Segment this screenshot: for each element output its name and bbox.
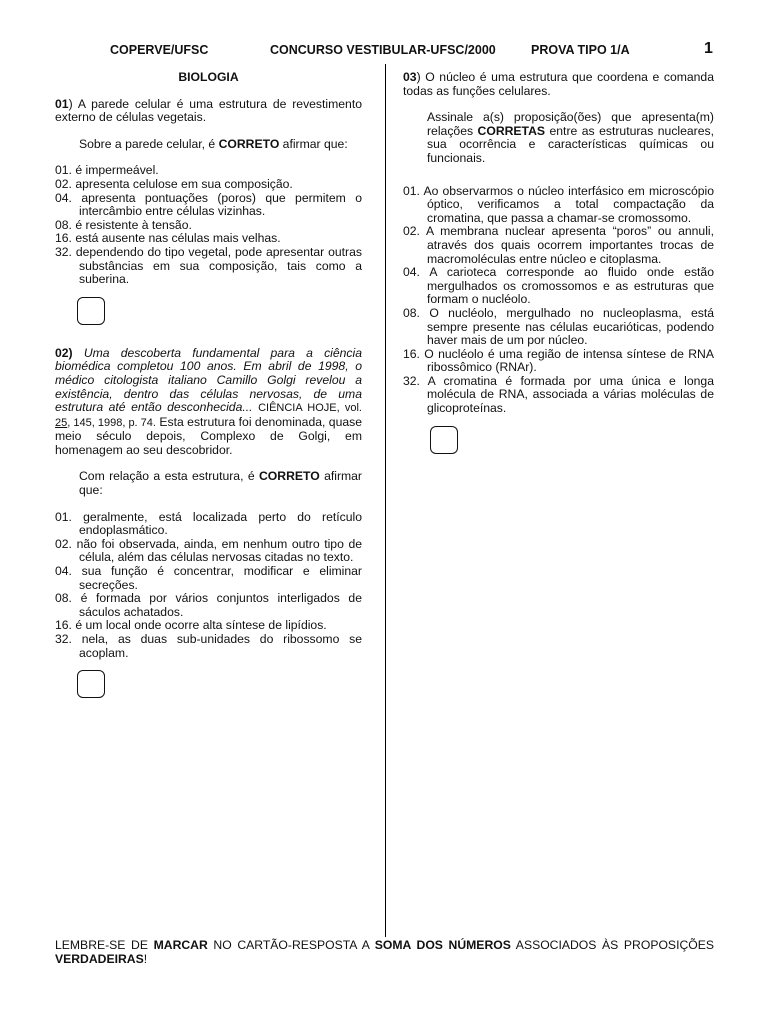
q01-instruction bbox=[55, 138, 362, 152]
q03-number: 03 bbox=[403, 70, 417, 84]
q02-prop-16: 16. é um local onde ocorre alta síntese de lipídios. bbox=[55, 618, 327, 633]
q01-propositions bbox=[55, 164, 362, 286]
question-01 bbox=[55, 98, 362, 325]
header-org: COPERVE/UFSC bbox=[110, 43, 209, 57]
footer-reminder: LEMBRE-SE DE MARCAR NO CARTÃO-RESPOSTA A SOMA DOS NÚMEROS ASSOCIADOS ÀS PROPOSIÇÕES VERDADEIRAS! bbox=[55, 938, 714, 966]
question-03 bbox=[403, 71, 714, 454]
q02-instruction bbox=[55, 470, 362, 497]
header-exam: CONCURSO VESTIBULAR-UFSC/2000 bbox=[270, 43, 496, 57]
q02-rest: Esta estrutura foi denominada, quase meio século depois, Complexo de Golgi, em homenagem ao seu descobridor. bbox=[55, 414, 363, 457]
q03-stem: 03) O núcleo é uma estrutura que coordena e comanda todas as funções celulares. bbox=[403, 70, 714, 98]
q01-prop-01: 01. é impermeável. bbox=[55, 163, 159, 178]
header-type: PROVA TIPO 1/A bbox=[531, 43, 630, 57]
q02-answer-box[interactable] bbox=[77, 670, 105, 698]
q02-number: 02) bbox=[55, 345, 73, 360]
q03-stem-text: O núcleo é uma estrutura que coordena e comanda todas as funções celulares. bbox=[403, 70, 714, 98]
q02-instr-a: Com relação a esta estrutura, é bbox=[79, 469, 259, 484]
q01-instr-b: afirmar que: bbox=[279, 136, 348, 151]
q01-answer-box[interactable] bbox=[77, 297, 105, 325]
q03-prop-01: 01. Ao observarmos o núcleo interfásico em microscópio óptico, verificamos a total compactação da cromatina, que passa a chamar-se cromossomo. bbox=[403, 183, 714, 225]
q01-prop-08: 08. é resistente à tensão. bbox=[55, 217, 192, 232]
q03-prop-02: 02. A membrana nuclear apresenta “poros” ou annuli, através dos quais ocorrem importantes trocas de macromoléculas entre núcleo e citoplasma. bbox=[403, 224, 715, 266]
right-column bbox=[403, 71, 714, 454]
page-number: 1 bbox=[704, 40, 713, 57]
q01-prop-04: 04. apresenta pontuações (poros) que permitem o intercâmbio entre células vizinhas. bbox=[55, 190, 362, 219]
q02-prop-04: 04. sua função é concentrar, modificar e eliminar secreções. bbox=[55, 564, 362, 592]
q03-instruction bbox=[403, 111, 714, 165]
q01-stem: 01) A parede celular é uma estrutura de revestimento externo de células vegetais. bbox=[55, 96, 362, 125]
q02-source: CIÊNCIA HOJE, vol. 25, 145, 1998, p. 74. bbox=[55, 402, 362, 429]
q01-stem-text: A parede celular é uma estrutura de revestimento externo de células vegetais. bbox=[55, 96, 362, 125]
q02-prop-08: 08. é formada por vários conjuntos interligados de sáculos achatados. bbox=[55, 591, 362, 619]
q03-prop-08: 08. O nucléolo, mergulhado no nucleoplasma, está sempre presente nas células eucarióticas, podendo haver mais de um por núcleo. bbox=[403, 305, 714, 348]
q01-prop-16: 16. está ausente nas células mais velhas. bbox=[55, 231, 281, 246]
q01-instr-a: Sobre a parede celular, é bbox=[79, 136, 219, 151]
q01-instr-bold: CORRETO bbox=[218, 136, 280, 151]
left-column bbox=[55, 71, 362, 698]
column-divider bbox=[385, 64, 386, 937]
q02-prop-02: 02. não foi observada, ainda, em nenhum outro tipo de célula, além das células nervosas citadas no texto. bbox=[55, 536, 363, 565]
q02-prop-01: 01. geralmente, está localizada perto do retículo endoplasmático. bbox=[55, 509, 362, 538]
page-header bbox=[0, 42, 768, 62]
q03-instr-b: entre as estruturas nucleares, sua ocorrência e características químicas ou funcionais. bbox=[427, 123, 714, 165]
q03-instr-a: Assinale a(s) proposição(ões) que apresenta(m) relações bbox=[427, 110, 714, 138]
q01-prop-32: 32. dependendo do tipo vegetal, pode apresentar outras substâncias em sua composição, tais como a suberina. bbox=[55, 244, 362, 287]
q02-stem bbox=[55, 347, 362, 458]
q03-prop-04: 04. A carioteca corresponde ao fluido onde estão mergulhados os cromossomos e as estruturas que formam o nucléolo. bbox=[403, 265, 714, 307]
q03-answer-box[interactable] bbox=[430, 426, 458, 454]
q01-number: 01 bbox=[55, 96, 69, 111]
question-02 bbox=[55, 347, 362, 698]
q02-propositions bbox=[55, 511, 362, 661]
q02-instr-bold: CORRETO bbox=[258, 469, 320, 484]
q03-prop-16: 16. O nucléolo é uma região de intensa síntese de RNA ribossômico (RNAr). bbox=[403, 346, 714, 375]
subject-title: BIOLOGIA bbox=[178, 70, 239, 84]
q02-prop-32: 32. nela, as duas sub-unidades do ribossomo se acoplam. bbox=[55, 632, 363, 660]
q03-prop-32: 32. A cromatina é formada por uma única e longa molécula de RNA, associada a várias moléculas de glicoproteínas. bbox=[403, 373, 714, 416]
q01-prop-02: 02. apresenta celulose em sua composição. bbox=[55, 176, 293, 191]
q03-propositions bbox=[403, 185, 714, 416]
q02-quote: Uma descoberta fundamental para a ciência biomédica completou 100 anos. Em abril de 1998, o médico citologista italiano Camillo Golgi revelou a existência, dentro das células nervosas, de uma estrutura até então desconhecida... bbox=[55, 345, 363, 415]
q02-instr-b: afirmar que: bbox=[79, 469, 362, 498]
q03-instr-bold: CORRETAS bbox=[477, 123, 546, 138]
